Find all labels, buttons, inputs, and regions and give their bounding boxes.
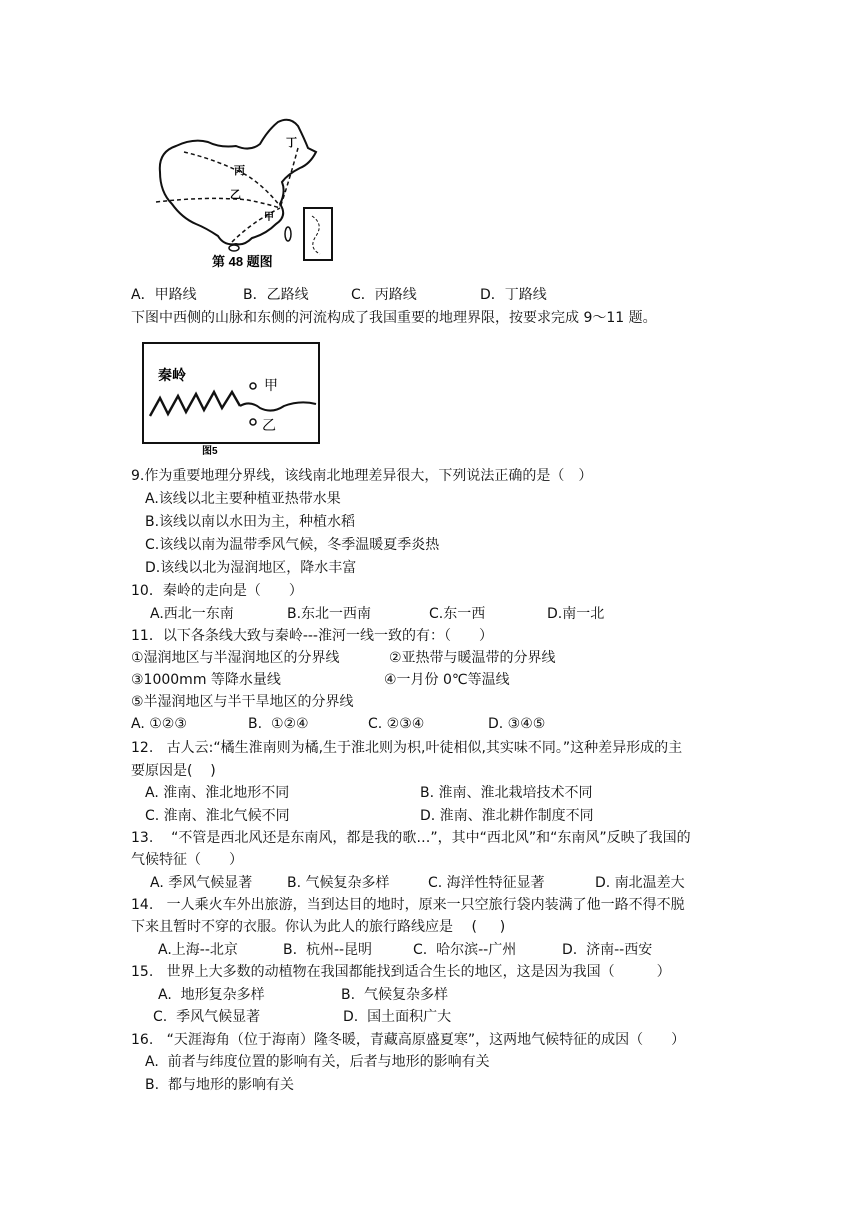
q8-option-d: D．丁路线 [480,287,547,303]
china-map-drawing [148,112,338,272]
map-label-yi: 乙 [230,189,241,201]
q14-option-c: C. 哈尔滨--广州 [413,942,517,958]
q10-option-d: D.南一北 [547,606,605,622]
map-label-ding: 丁 [286,137,297,149]
label-yi: 乙 [262,418,276,434]
q10-stem: 10．秦岭的走向是（ ） [131,583,303,599]
q11-item-3: ③1000mm 等降水量线 [131,672,281,688]
q14-option-b: B. 杭州--昆明 [283,942,373,958]
qinling-drawing [140,340,322,458]
q14-stem-line2: 下来且暂时不穿的衣服。你认为此人的旅行路线应是 ( ) [131,919,506,935]
q11-item-5: ⑤半湿润地区与半干旱地区的分界线 [131,694,354,710]
map-caption: 第 48 题图 [212,254,273,269]
q9-stem: 9.作为重要地理分界线，该线南北地理差异很大，下列说法正确的是（ ） [131,468,593,484]
figure-caption: 图5 [202,446,218,457]
q13-option-c: C. 海洋性特征显著 [428,875,545,891]
q9-option-d: D.该线以北为湿润地区，降水丰富 [145,560,357,576]
q8-option-a: A．甲路线 [131,287,197,303]
q8-option-b: B．乙路线 [243,287,309,303]
q8-option-c: C．丙路线 [351,287,417,303]
q14-option-d: D. 济南--西安 [562,942,653,958]
qinling-label: 秦岭 [158,368,186,384]
q15-option-d: D. 国土面积广大 [343,1009,452,1025]
q11-stem: 11．以下各条线大致与秦岭---淮河一线一致的有：（ ） [131,628,493,644]
q12-option-c: C. 淮南、淮北气候不同 [145,808,290,824]
q14-stem-line1: 14. 一人乘火车外出旅游，当到达目的地时，原来一只空旅行袋内装满了他一路不得不脱 [131,897,685,913]
q11-option-d: D. ③④⑤ [488,716,546,732]
q11-item-2: ②亚热带与暖温带的分界线 [389,650,556,666]
q12-stem-line1: 12. 古人云:“橘生淮南则为橘,生于淮北则为枳,叶徒相似,其实味不同。”这种差异形成的主 [131,740,683,756]
qinling-figure [140,340,322,458]
q15-stem: 15. 世界上大多数的动植物在我国都能找到适合生长的地区，这是因为我国（ ） [131,964,671,980]
q16-option-b: B. 都与地形的影响有关 [145,1077,294,1093]
q9-option-b: B.该线以南以水田为主，种植水稻 [145,514,356,530]
q15-option-a: A. 地形复杂多样 [158,987,265,1003]
q13-option-d: D. 南北温差大 [595,875,685,891]
q11-item-4: ④一月份 0℃等温线 [384,672,510,688]
q12-option-b: B. 淮南、淮北栽培技术不同 [420,785,593,801]
q11-item-1: ①湿润地区与半湿润地区的分界线 [131,650,340,666]
q13-stem-line2: 气候特征（ ） [131,852,243,868]
q9-option-a: A.该线以北主要种植亚热带水果 [145,491,341,507]
q16-option-a: A. 前者与纬度位置的影响有关，后者与地形的影响有关 [145,1054,490,1070]
map-label-jia: 甲 [264,212,274,223]
q14-option-a: A.上海--北京 [158,942,238,958]
q9-option-c: C.该线以南为温带季风气候，冬季温暖夏季炎热 [145,537,440,553]
q13-stem-line1: 13. “不管是西北风还是东南风，都是我的歌…”，其中“西北风”和“东南风”反映了我国的 [131,830,691,846]
q10-option-b: B.东北一西南 [287,606,372,622]
q15-option-b: B. 气候复杂多样 [341,987,448,1003]
q15-option-c: C. 季风气候显著 [153,1009,261,1025]
q13-option-b: B. 气候复杂多样 [287,875,390,891]
q16-stem: 16. “天涯海角（位于海南）隆冬暖，青藏高原盛夏寒”，这两地气候特征的成因（ ） [131,1032,686,1048]
q11-option-a: A. ①②③ [131,716,187,732]
q12-option-a: A. 淮南、淮北地形不同 [145,785,290,801]
q10-option-a: A.西北一东南 [150,606,234,622]
intro-9-11: 下图中西侧的山脉和东侧的河流构成了我国重要的地理界限，按要求完成 9～11 题。 [131,310,657,326]
q11-option-b: B. ①②④ [248,716,309,732]
map-label-bing: 丙 [234,165,245,177]
q12-option-d: D. 淮南、淮北耕作制度不同 [420,808,594,824]
q11-option-c: C. ②③④ [368,716,425,732]
china-route-map [148,112,338,272]
q12-stem-line2: 要原因是( ) [131,763,216,779]
label-jia: 甲 [264,378,278,394]
q10-option-c: C.东一西 [429,606,486,622]
q13-option-a: A. 季风气候显著 [150,875,253,891]
